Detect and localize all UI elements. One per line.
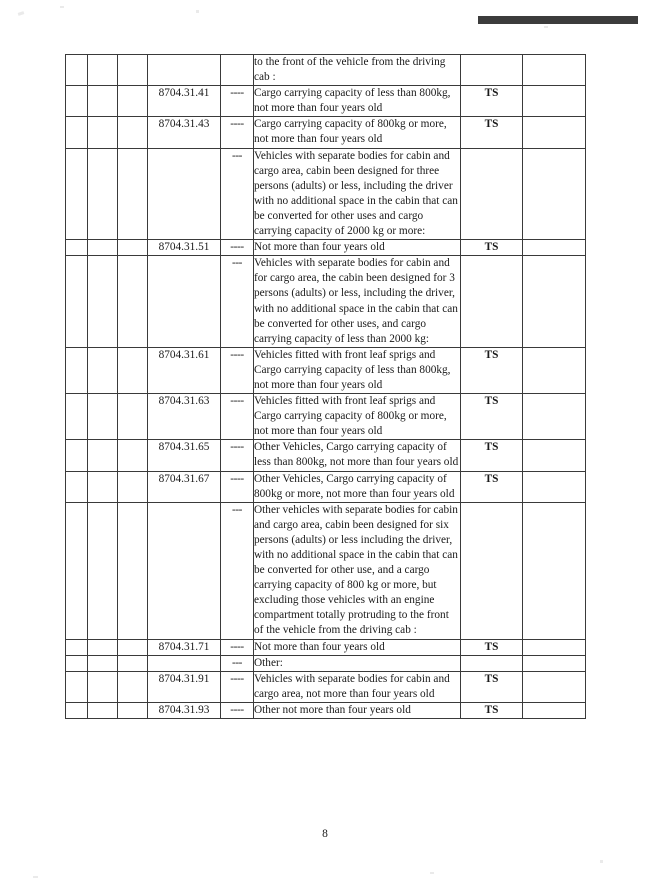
cell-description: Other Vehicles, Cargo carrying capacity of 800kg or more, not more than four years old <box>254 471 461 502</box>
cell-blank-3 <box>118 148 148 240</box>
cell-blank-3 <box>118 639 148 655</box>
table-row <box>66 655 586 671</box>
tariff-table <box>65 54 586 719</box>
cell-rate <box>461 148 523 240</box>
cell-blank-2 <box>88 440 118 471</box>
cell-blank-4 <box>523 671 586 702</box>
cell-level-dashes: ---- <box>221 394 254 440</box>
cell-description: Cargo carrying capacity of 800kg or more, not more than four years old <box>254 117 461 148</box>
table-row <box>66 471 586 502</box>
cell-description: Other vehicles with separate bodies for cabin and cargo area, cabin been designed for six persons (adults) or less including the driver, with no additional space in the cabin that can be converted for other use, and a cargo carrying capacity of 800 kg or more, but excluding those vehicles with an engine compartment totally protruding to the front of the vehicle from the driving cab : <box>254 502 461 639</box>
cell-hs-code: 8704.31.71 <box>148 639 221 655</box>
cell-blank-4 <box>523 639 586 655</box>
cell-blank-4 <box>523 394 586 440</box>
cell-blank-1 <box>66 394 88 440</box>
scan-artifact-smudge <box>430 872 434 874</box>
table-row <box>66 117 586 148</box>
table-row <box>66 671 586 702</box>
tariff-table-container <box>65 54 585 719</box>
cell-blank-2 <box>88 671 118 702</box>
cell-blank-2 <box>88 502 118 639</box>
cell-level-dashes: ---- <box>221 347 254 393</box>
cell-blank-4 <box>523 655 586 671</box>
cell-blank-3 <box>118 86 148 117</box>
cell-description: to the front of the vehicle from the driving cab : <box>254 55 461 86</box>
cell-blank-1 <box>66 256 88 348</box>
cell-rate <box>461 502 523 639</box>
cell-blank-2 <box>88 394 118 440</box>
cell-blank-2 <box>88 240 118 256</box>
cell-description: Cargo carrying capacity of less than 800kg, not more than four years old <box>254 86 461 117</box>
scan-artifact-smudge <box>18 11 25 16</box>
cell-hs-code: 8704.31.65 <box>148 440 221 471</box>
cell-blank-4 <box>523 117 586 148</box>
cell-blank-4 <box>523 256 586 348</box>
cell-description: Not more than four years old <box>254 639 461 655</box>
cell-rate: TS <box>461 240 523 256</box>
cell-blank-4 <box>523 148 586 240</box>
cell-blank-3 <box>118 471 148 502</box>
cell-blank-4 <box>523 86 586 117</box>
cell-blank-1 <box>66 347 88 393</box>
cell-blank-1 <box>66 502 88 639</box>
table-row <box>66 502 586 639</box>
cell-description: Vehicles fitted with front leaf sprigs and Cargo carrying capacity of less than 800kg, not more than four years old <box>254 347 461 393</box>
cell-blank-2 <box>88 117 118 148</box>
cell-blank-2 <box>88 55 118 86</box>
cell-blank-2 <box>88 86 118 117</box>
cell-description: Vehicles with separate bodies for cabin and cargo area, cabin been designed for three persons (adults) or less, including the driver with no additional space in the cabin that can be converted for other uses and cargo carrying capacity of 2000 kg or more: <box>254 148 461 240</box>
cell-description: Vehicles with separate bodies for cabin and cargo area, not more than four years old <box>254 671 461 702</box>
cell-blank-2 <box>88 639 118 655</box>
scan-artifact-smudge <box>544 26 548 28</box>
cell-blank-1 <box>66 240 88 256</box>
cell-level-dashes: ---- <box>221 671 254 702</box>
scan-artifact-top-bar <box>478 16 638 24</box>
cell-hs-code <box>148 502 221 639</box>
cell-blank-1 <box>66 671 88 702</box>
cell-blank-3 <box>118 240 148 256</box>
cell-rate: TS <box>461 702 523 718</box>
cell-blank-1 <box>66 117 88 148</box>
cell-blank-3 <box>118 394 148 440</box>
scan-artifact-smudge <box>33 876 38 878</box>
cell-level-dashes: --- <box>221 655 254 671</box>
cell-blank-2 <box>88 148 118 240</box>
cell-description: Other: <box>254 655 461 671</box>
page-number: 8 <box>322 828 328 840</box>
cell-blank-1 <box>66 440 88 471</box>
cell-rate: TS <box>461 671 523 702</box>
cell-hs-code <box>148 256 221 348</box>
cell-rate: TS <box>461 471 523 502</box>
cell-description: Vehicles fitted with front leaf sprigs and Cargo carrying capacity of 800kg or more, not more than four years old <box>254 394 461 440</box>
cell-blank-3 <box>118 347 148 393</box>
cell-rate: TS <box>461 117 523 148</box>
cell-blank-1 <box>66 655 88 671</box>
cell-level-dashes: ---- <box>221 117 254 148</box>
table-row <box>66 440 586 471</box>
cell-blank-1 <box>66 639 88 655</box>
cell-hs-code: 8704.31.51 <box>148 240 221 256</box>
table-row <box>66 256 586 348</box>
cell-blank-4 <box>523 240 586 256</box>
cell-blank-3 <box>118 117 148 148</box>
cell-hs-code: 8704.31.67 <box>148 471 221 502</box>
cell-description: Not more than four years old <box>254 240 461 256</box>
cell-blank-1 <box>66 471 88 502</box>
cell-blank-3 <box>118 655 148 671</box>
cell-blank-1 <box>66 702 88 718</box>
table-row <box>66 347 586 393</box>
cell-level-dashes: ---- <box>221 471 254 502</box>
cell-level-dashes: --- <box>221 502 254 639</box>
cell-blank-3 <box>118 671 148 702</box>
cell-level-dashes: ---- <box>221 86 254 117</box>
cell-level-dashes: ---- <box>221 240 254 256</box>
table-row <box>66 240 586 256</box>
cell-level-dashes <box>221 55 254 86</box>
cell-blank-1 <box>66 55 88 86</box>
cell-hs-code <box>148 55 221 86</box>
cell-blank-4 <box>523 502 586 639</box>
cell-level-dashes: --- <box>221 148 254 240</box>
cell-level-dashes: --- <box>221 256 254 348</box>
table-row <box>66 86 586 117</box>
cell-level-dashes: ---- <box>221 440 254 471</box>
cell-description: Vehicles with separate bodies for cabin and for cargo area, the cabin been designed for 3 persons (adults) or less, including the driver, with no additional space in the cabin that can be converted for other uses, and cargo carrying capacity of less than 2000 kg: <box>254 256 461 348</box>
table-row <box>66 639 586 655</box>
cell-rate <box>461 256 523 348</box>
cell-blank-1 <box>66 86 88 117</box>
cell-hs-code <box>148 148 221 240</box>
scan-artifact-smudge <box>60 6 64 8</box>
cell-rate: TS <box>461 86 523 117</box>
table-row <box>66 148 586 240</box>
cell-hs-code: 8704.31.61 <box>148 347 221 393</box>
cell-blank-3 <box>118 702 148 718</box>
cell-level-dashes: ---- <box>221 639 254 655</box>
cell-blank-3 <box>118 256 148 348</box>
cell-rate: TS <box>461 440 523 471</box>
scan-artifact-smudge <box>600 860 603 863</box>
cell-blank-4 <box>523 347 586 393</box>
cell-description: Other Vehicles, Cargo carrying capacity of less than 800kg, not more than four years old <box>254 440 461 471</box>
scan-artifact-smudge <box>196 10 199 13</box>
cell-blank-2 <box>88 655 118 671</box>
cell-blank-2 <box>88 471 118 502</box>
table-row <box>66 394 586 440</box>
cell-blank-2 <box>88 347 118 393</box>
cell-hs-code: 8704.31.93 <box>148 702 221 718</box>
cell-blank-2 <box>88 702 118 718</box>
cell-blank-4 <box>523 702 586 718</box>
cell-level-dashes: ---- <box>221 702 254 718</box>
cell-hs-code: 8704.31.41 <box>148 86 221 117</box>
cell-hs-code: 8704.31.63 <box>148 394 221 440</box>
cell-blank-3 <box>118 440 148 471</box>
cell-description: Other not more than four years old <box>254 702 461 718</box>
table-row <box>66 702 586 718</box>
cell-rate: TS <box>461 394 523 440</box>
cell-hs-code <box>148 655 221 671</box>
cell-blank-3 <box>118 502 148 639</box>
cell-blank-4 <box>523 471 586 502</box>
cell-blank-3 <box>118 55 148 86</box>
cell-blank-4 <box>523 55 586 86</box>
cell-blank-1 <box>66 148 88 240</box>
cell-rate: TS <box>461 347 523 393</box>
cell-hs-code: 8704.31.43 <box>148 117 221 148</box>
cell-blank-4 <box>523 440 586 471</box>
cell-blank-2 <box>88 256 118 348</box>
cell-rate: TS <box>461 639 523 655</box>
table-row <box>66 55 586 86</box>
cell-hs-code: 8704.31.91 <box>148 671 221 702</box>
cell-rate <box>461 55 523 86</box>
tariff-table-body <box>66 55 586 719</box>
cell-rate <box>461 655 523 671</box>
